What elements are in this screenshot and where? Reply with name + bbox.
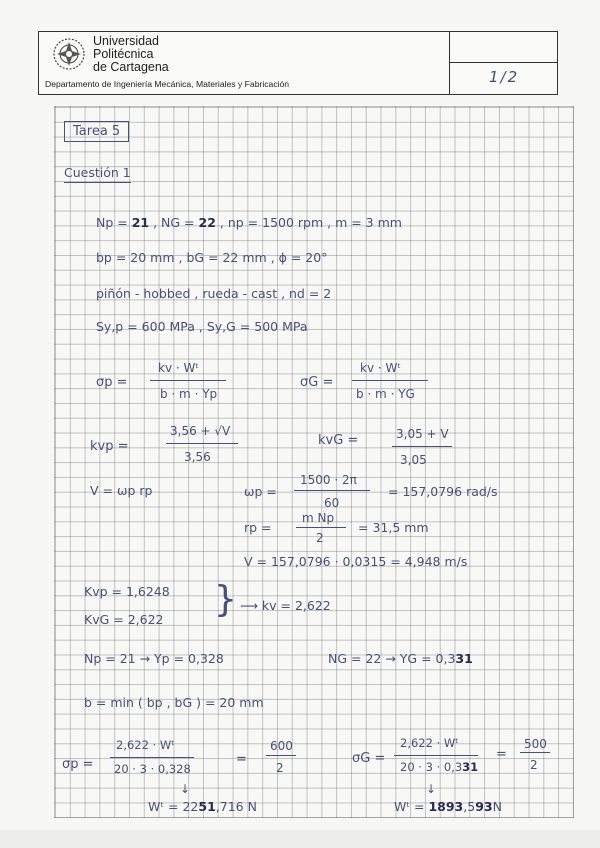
sigma-g-fraction-bar: [352, 380, 428, 381]
rp-fraction-bar: [296, 527, 346, 528]
omega-p-lhs: ωp =: [244, 484, 277, 499]
brace-symbol: }: [214, 579, 237, 620]
university-line-2: Politécnica: [93, 47, 154, 61]
tangential-load-gear-decimal: ,5: [463, 799, 476, 814]
sigma-p-final-equals: =: [236, 752, 247, 767]
down-arrow-icon: ↓: [180, 782, 191, 796]
kvg-denominator: 3,05: [400, 453, 427, 467]
header-divider: [449, 32, 450, 94]
tangential-load-pinion-prefix: Wᵗ = 22: [148, 799, 199, 814]
sigma-p-final-rhs-bar: [266, 755, 296, 756]
kvg-numerator: 3,05 + V: [396, 427, 449, 441]
sigma-g-numerator: kv · Wᵗ: [360, 361, 401, 375]
kvp-denominator: 3,56: [184, 450, 211, 464]
university-name: [93, 35, 169, 74]
rp-denominator: 2: [316, 531, 324, 545]
kvp-fraction-bar: [166, 443, 238, 444]
sigma-g-final-rhs-bar: [520, 752, 550, 753]
sigma-g-lhs: σG =: [300, 375, 334, 390]
omega-p-denominator: 60: [324, 496, 340, 510]
velocity-value: V = 157,0796 · 0,0315 = 4,948 m/s: [244, 554, 468, 569]
given-line-2: bp = 20 mm , bG = 22 mm , ϕ = 20°: [96, 250, 328, 265]
department-name: Departamento de Ingeniería Mecánica, Materiales y Fabricación: [45, 79, 290, 89]
sigma-g-final-equals: =: [496, 747, 507, 762]
university-line-1: Universidad: [93, 34, 160, 48]
tangential-load-gear-correction: 93: [475, 799, 493, 814]
tangential-load-gear-unit: N: [492, 799, 502, 814]
given-line-3: piñón - hobbed , rueda - cast , nd = 2: [96, 286, 332, 301]
sigma-p-final-fraction-bar: [110, 757, 194, 758]
kvg-lhs: kvG =: [318, 433, 359, 448]
sigma-p-lhs: σp =: [96, 375, 128, 390]
given-line-1-rest: , np = 1500 rpm , m = 3 mm: [215, 215, 402, 230]
ng-value: 22: [198, 215, 216, 230]
given-line-1: [96, 217, 402, 230]
sigma-g-final-lhs: σG =: [352, 751, 386, 766]
sigma-g-final-denominator: [400, 762, 478, 774]
np-label: Np =: [96, 215, 132, 230]
rp-numerator: m Np: [302, 511, 335, 525]
sigma-p-numerator: kv · Wᵗ: [158, 361, 199, 375]
kv-result: ⟶ kv = 2,622: [240, 598, 331, 613]
rp-lhs: rp =: [244, 520, 272, 535]
tangential-load-gear-integer: 1893: [428, 799, 464, 814]
page-number: 1/2: [489, 68, 520, 86]
header-divider-horizontal: [449, 62, 557, 63]
sigma-p-fraction-bar: [150, 380, 226, 381]
tangential-load-pinion-correction: 51: [198, 799, 216, 814]
kvg-fraction-bar: [392, 446, 452, 447]
sigma-p-final-rhs-denominator: 2: [276, 761, 284, 775]
sigma-g-final-fraction-bar: [394, 755, 478, 756]
sigma-g-final-rhs-numerator: 500: [524, 737, 547, 751]
sigma-g-denominator: b · m · YG: [356, 387, 415, 401]
tangential-load-pinion: [148, 801, 257, 814]
sigma-g-final-denominator-text: 20 · 3 · 0,3: [400, 760, 463, 774]
kvg-value: KvG = 2,622: [84, 612, 164, 627]
task-title: Tarea 5: [64, 121, 129, 142]
kvp-value: Kvp = 1,6248: [84, 584, 170, 599]
sigma-p-final-rhs-numerator: 600: [270, 739, 293, 753]
lewis-factor-gear: [328, 653, 473, 666]
lewis-factor-pinion: Np = 21 → Yp = 0,328: [84, 651, 224, 666]
kvp-lhs: kvp =: [90, 439, 129, 454]
sigma-p-final-lhs: σp =: [62, 757, 94, 772]
ng-label: , NG =: [149, 215, 199, 230]
face-width-equation: b = min ( bp , bG ) = 20 mm: [84, 695, 264, 710]
lewis-factor-gear-text: NG = 22 → YG = 0,3: [328, 651, 456, 666]
tangential-load-gear-prefix: Wᵗ =: [394, 799, 429, 814]
sigma-g-final-rhs-denominator: 2: [530, 758, 538, 772]
sigma-g-final-denominator-correction: 31: [462, 760, 479, 774]
sigma-g-final-numerator: 2,622 · Wᵗ: [400, 736, 459, 750]
sigma-p-final-denominator: 20 · 3 · 0,328: [114, 762, 191, 776]
tangential-load-gear: [394, 801, 502, 814]
velocity-equation: V = ωp rp: [90, 483, 153, 498]
question-title: Cuestión 1: [64, 167, 131, 183]
kvp-numerator: 3,56 + √V: [170, 424, 231, 438]
omega-p-fraction-bar: [294, 490, 370, 491]
rp-result: = 31,5 mm: [358, 520, 429, 535]
omega-p-numerator: 1500 · 2π: [300, 473, 357, 487]
page-header: [38, 31, 558, 95]
page-bottom-edge: [0, 830, 600, 848]
grid-paper: [54, 106, 574, 818]
sigma-p-denominator: b · m · Yp: [160, 387, 218, 401]
down-arrow-icon: ↓: [426, 782, 437, 796]
given-line-4: Sy,p = 600 MPa , Sy,G = 500 MPa: [96, 319, 308, 334]
university-line-3: de Cartagena: [93, 60, 169, 74]
lewis-factor-gear-correction: 31: [455, 651, 473, 666]
tangential-load-pinion-suffix: ,716 N: [215, 799, 257, 814]
sigma-p-final-numerator: 2,622 · Wᵗ: [116, 738, 175, 752]
np-value: 21: [131, 215, 150, 230]
omega-p-result: = 157,0796 rad/s: [388, 484, 498, 499]
university-logo: [51, 36, 87, 72]
